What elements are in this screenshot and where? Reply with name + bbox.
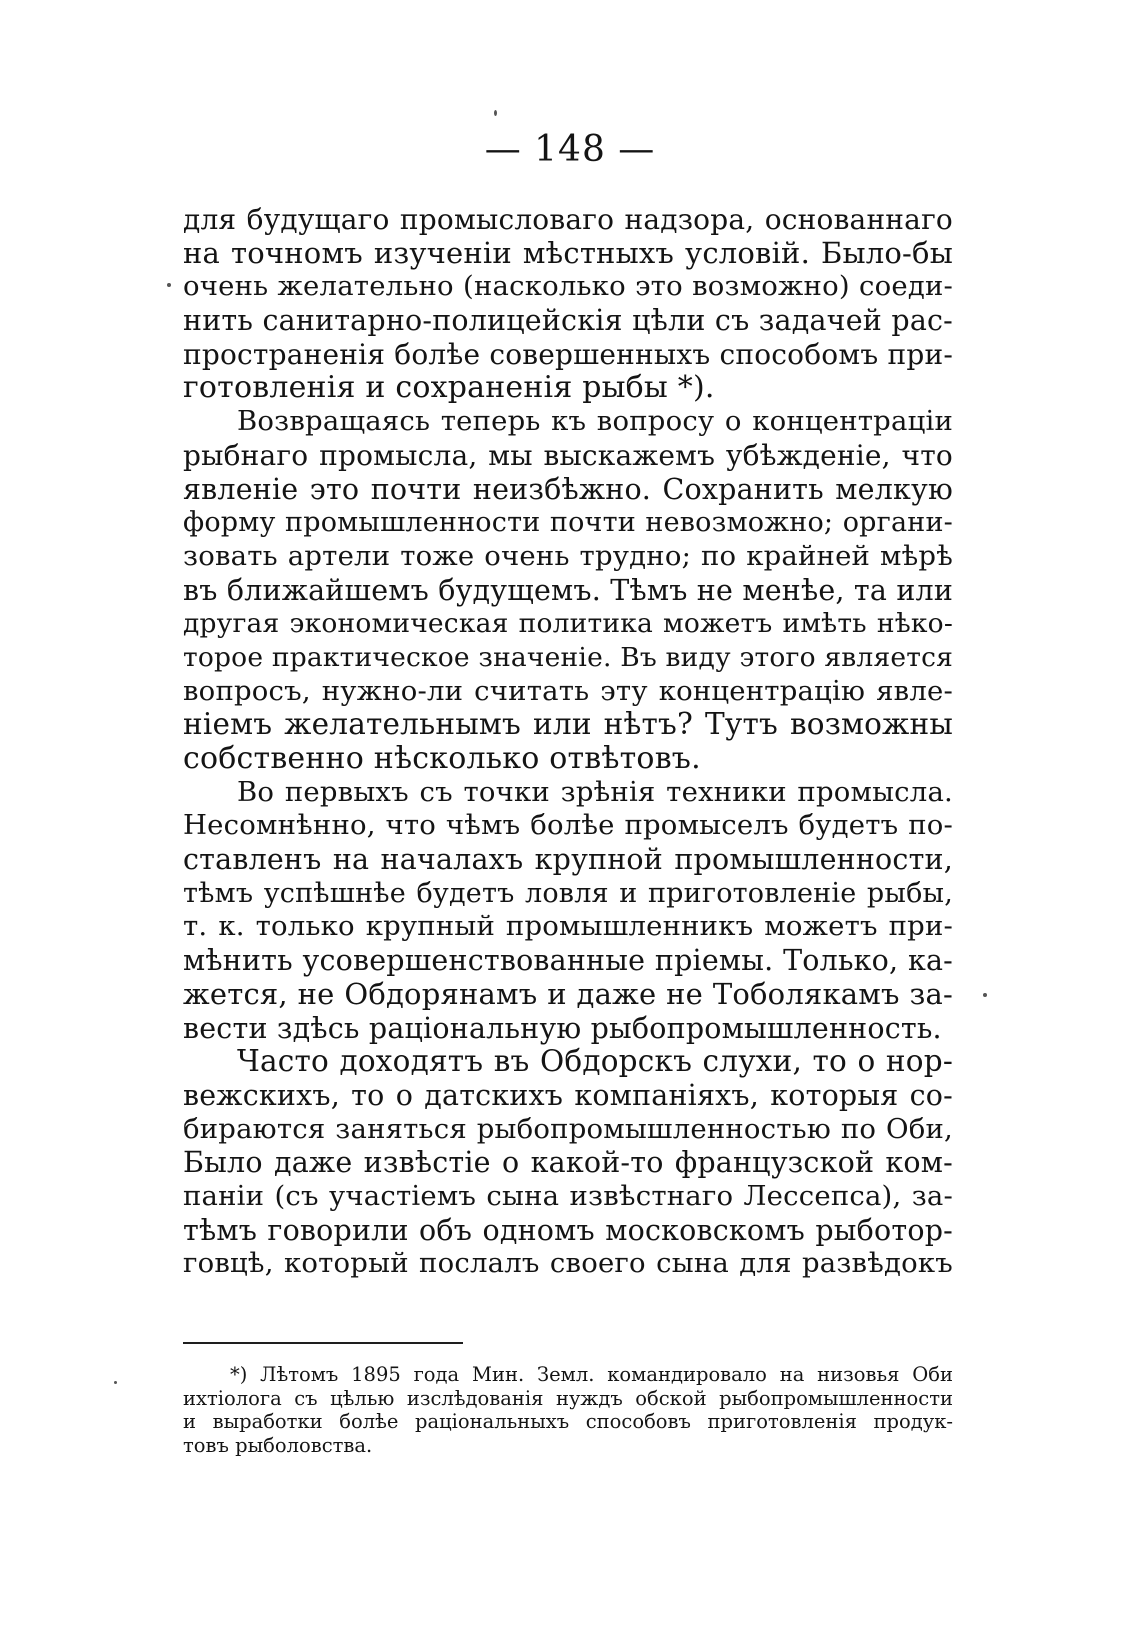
text-line: очень желательно (насколько это возможно) соеди- xyxy=(183,270,953,303)
text-line: мѣнить усовершенствованные пріемы. Только, ка- xyxy=(183,944,953,978)
text-line: собственно нѣсколько отвѣтовъ. xyxy=(183,741,701,776)
text-line: для будущаго промысловаго надзора, основаннаго xyxy=(183,203,953,236)
text-line: говцѣ, который послалъ своего сына для развѣдокъ xyxy=(183,1247,953,1280)
text-line: пространенія болѣе совершенныхъ способомъ при- xyxy=(183,337,953,371)
text-line: Во первыхъ съ точки зрѣнія техники промысла. xyxy=(237,775,953,808)
text-line: жется, не Обдорянамъ и даже не Тоболякамъ за- xyxy=(183,976,953,1011)
text-line: на точномъ изученіи мѣстныхъ условій. Было-бы xyxy=(183,235,953,270)
footnote-line: товъ рыболовства. xyxy=(183,1433,373,1457)
text-line: нить санитарно-полицейскія цѣли съ задачей рас- xyxy=(183,304,953,338)
text-line: Часто доходятъ въ Обдорскъ слухи, то о нор- xyxy=(237,1044,953,1079)
text-line: рыбнаго промысла, мы выскажемъ убѣжденіе, что xyxy=(183,438,953,472)
text-line: готовленія и сохраненія рыбы *). xyxy=(183,370,715,406)
text-line: явленіе это почти неизбѣжно. Сохранить мелкую xyxy=(183,472,953,506)
text-line: въ ближайшемъ будущемъ. Тѣмъ не менѣе, та или xyxy=(183,573,954,607)
text-line: тѣмъ говорили объ одномъ московскомъ рыботор- xyxy=(183,1213,953,1247)
print-speck xyxy=(114,1381,117,1384)
text-line: вопросъ, нужно-ли считать эту концентрацію явле- xyxy=(183,674,953,707)
page-number: — 148 — xyxy=(484,129,656,170)
main-text xyxy=(183,203,953,1281)
text-line: зовать артели тоже очень трудно; по крайней мѣрѣ xyxy=(183,539,953,572)
text-line: ніемъ желательнымъ или нѣтъ? Тутъ возможны xyxy=(183,707,953,742)
text-line: бираются заняться рыбопромышленностью по Оби, xyxy=(183,1112,953,1145)
text-line: вежскихъ, то о датскихъ компаніяхъ, которыя со- xyxy=(183,1078,953,1112)
footnote-line: *) Лѣтомъ 1895 года Мин. Земл. командировало на низовья Оби xyxy=(230,1363,953,1386)
text-line: тѣмъ успѣшнѣе будетъ ловля и приготовленіе рыбы, xyxy=(183,877,953,909)
text-line: т. к. только крупный промышленникъ можетъ при- xyxy=(183,910,953,943)
text-line: паніи (съ участіемъ сына извѣстнаго Лессепса), за- xyxy=(183,1179,953,1212)
text-line: Было даже извѣстіе о какой-то французской ком- xyxy=(183,1146,953,1180)
footnote-divider xyxy=(183,1342,463,1344)
text-line: ставленъ на началахъ крупной промышленности, xyxy=(183,843,953,877)
text-line: Возвращаясь теперь къ вопросу о концентраціи xyxy=(237,405,953,438)
print-speck xyxy=(167,283,171,287)
footnote xyxy=(183,1363,953,1457)
print-speck xyxy=(494,110,497,116)
footnote-line: и выработки болѣе раціональныхъ способовъ приготовленія продук- xyxy=(183,1410,953,1433)
text-line: вести здѣсь раціональную рыбопромышленность. xyxy=(183,1011,942,1045)
text-line: торое практическое значеніе. Въ виду этого является xyxy=(183,641,954,673)
text-line: Несомнѣнно, что чѣмъ болѣе промыселъ будетъ по- xyxy=(183,809,953,842)
footnote-line: ихтіолога съ цѣлью изслѣдованія нуждъ обской рыбопромышленности xyxy=(183,1386,953,1410)
print-speck xyxy=(983,993,987,997)
text-line: форму промышленности почти невозможно; органи- xyxy=(183,507,953,539)
text-line: другая экономическая политика можетъ имѣть нѣко- xyxy=(183,608,953,640)
